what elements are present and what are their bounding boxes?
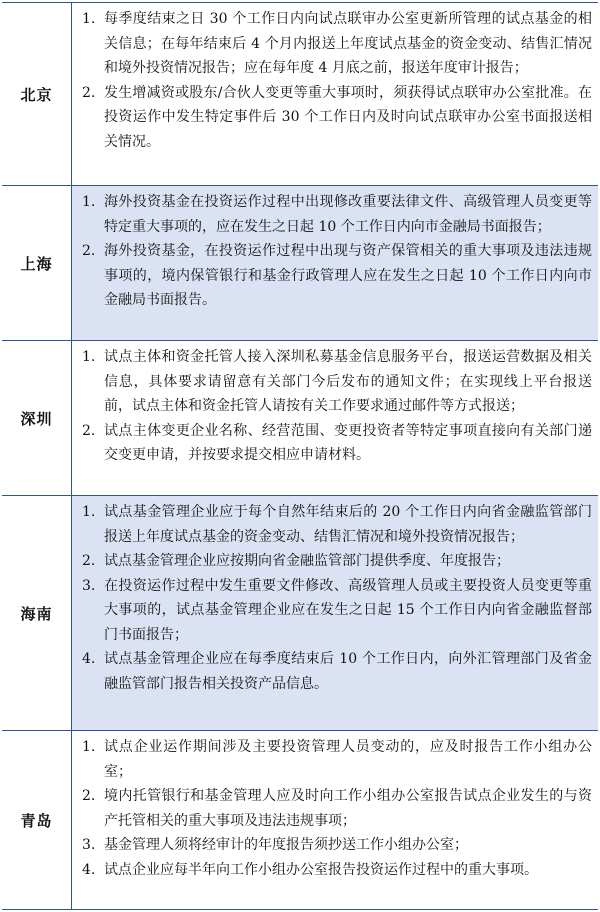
table-row-beijing xyxy=(2,3,598,186)
item-text: 试点主体变更企业名称、经营范围、变更投资者等特定事项直接向有关部门递交变更申请，并按要求提交相应申请材料。 xyxy=(104,422,592,463)
item-number: 4. xyxy=(82,651,96,667)
list-item xyxy=(82,345,592,419)
item-text: 发生增减资或股东/合伙人变更等重大事项时，须获得试点联审办公室批准。在投资运作中发生特定事件后 30 个工作日内及时向试点联审办公室书面报送相关情况。 xyxy=(104,84,592,150)
item-number: 2. xyxy=(82,84,96,101)
table-row-hainan xyxy=(2,496,598,731)
list-item xyxy=(82,239,592,313)
regulation-table xyxy=(2,2,598,910)
table-row-qingdao xyxy=(2,731,598,909)
region-label: 北京 xyxy=(2,3,72,185)
list-item xyxy=(82,500,592,549)
item-number: 1. xyxy=(82,194,96,210)
list-item xyxy=(82,419,592,468)
item-text: 试点基金管理企业应按期向省金融监管部门提供季度、年度报告； xyxy=(104,553,510,569)
item-text: 试点基金管理企业应在每季度结束后 10 个工作日内，向外汇管理部门及省金融监管部门报告相关投资产品信息。 xyxy=(104,651,592,692)
requirement-list xyxy=(72,341,598,495)
region-label: 青岛 xyxy=(2,731,72,909)
item-text: 每季度结束之日 30 个工作日内向试点联审办公室更新所管理的试点基金的相关信息；在每年结束后 4 个月内报送上年度试点基金的资金变动、结售汇情况和境外投资情况报告；应在每年度 4 月底之前，报送年度审计报告； xyxy=(104,11,592,76)
item-number: 1. xyxy=(82,504,96,520)
requirement-list xyxy=(72,186,598,340)
item-text: 海外投资基金，在投资运作过程中出现与资产保管相关的重大事项及违法违规事项的，境内保管银行和基金行政管理人应在发生之日起 10 个工作日内向市金融局书面报告。 xyxy=(104,243,592,308)
list-item xyxy=(82,574,592,648)
requirement-list xyxy=(72,3,598,185)
item-number: 2. xyxy=(82,788,96,804)
item-text: 试点主体和资金托管人接入深圳私募基金信息服务平台，报送运营数据及相关信息，具体要求请留意有关部门今后发布的通知文件；在实现线上平台报送前，试点主体和资金托管人请按有关工作要求通过邮件等方式报送； xyxy=(104,349,592,414)
list-item xyxy=(82,735,592,784)
list-item xyxy=(82,647,592,696)
item-text: 试点企业应每半年向工作小组办公室报告投资运作过程中的重大事项。 xyxy=(104,861,538,878)
item-number: 3. xyxy=(82,577,96,594)
requirement-list xyxy=(72,731,598,909)
region-label: 上海 xyxy=(2,186,72,340)
item-text: 在投资运作过程中发生重要文件修改、高级管理人员或主要投资人员变更等重大事项的，试点基金管理企业应在发生之日起 15 个工作日内向省金融监督部门书面报告； xyxy=(104,577,592,643)
item-number: 1. xyxy=(82,739,96,755)
item-number: 2. xyxy=(82,243,96,259)
list-item xyxy=(82,7,592,81)
item-text: 海外投资基金在投资运作过程中出现修改重要法律文件、高级管理人员变更等特定重大事项的，应在发生之日起 10 个工作日内向市金融局书面报告； xyxy=(104,194,592,235)
item-number: 2. xyxy=(82,553,96,569)
region-label: 深圳 xyxy=(2,341,72,495)
list-item xyxy=(82,784,592,833)
table-row-shenzhen xyxy=(2,341,598,496)
item-number: 2. xyxy=(82,422,96,439)
item-number: 1. xyxy=(82,11,96,27)
list-item xyxy=(82,833,592,858)
requirement-list xyxy=(72,496,598,730)
table-row-shanghai xyxy=(2,186,598,341)
list-item xyxy=(82,190,592,239)
region-label: 海南 xyxy=(2,496,72,730)
item-text: 试点基金管理企业应于每个自然年结束后的 20 个工作日内向省金融监管部门报送上年度试点基金的资金变动、结售汇情况和境外投资情况报告； xyxy=(104,504,592,545)
item-number: 4. xyxy=(82,861,96,878)
list-item xyxy=(82,549,592,574)
list-item xyxy=(82,81,592,155)
item-text: 基金管理人须将经审计的年度报告须抄送工作小组办公室； xyxy=(104,837,468,853)
item-number: 3. xyxy=(82,837,96,853)
list-item xyxy=(82,858,592,883)
item-text: 境内托管银行和基金管理人应及时向工作小组办公室报告试点企业发生的与资产托管相关的重大事项及违法违规事项； xyxy=(104,788,592,829)
item-number: 1. xyxy=(82,349,96,365)
item-text: 试点企业运作期间涉及主要投资管理人员变动的，应及时报告工作小组办公室； xyxy=(104,739,592,780)
